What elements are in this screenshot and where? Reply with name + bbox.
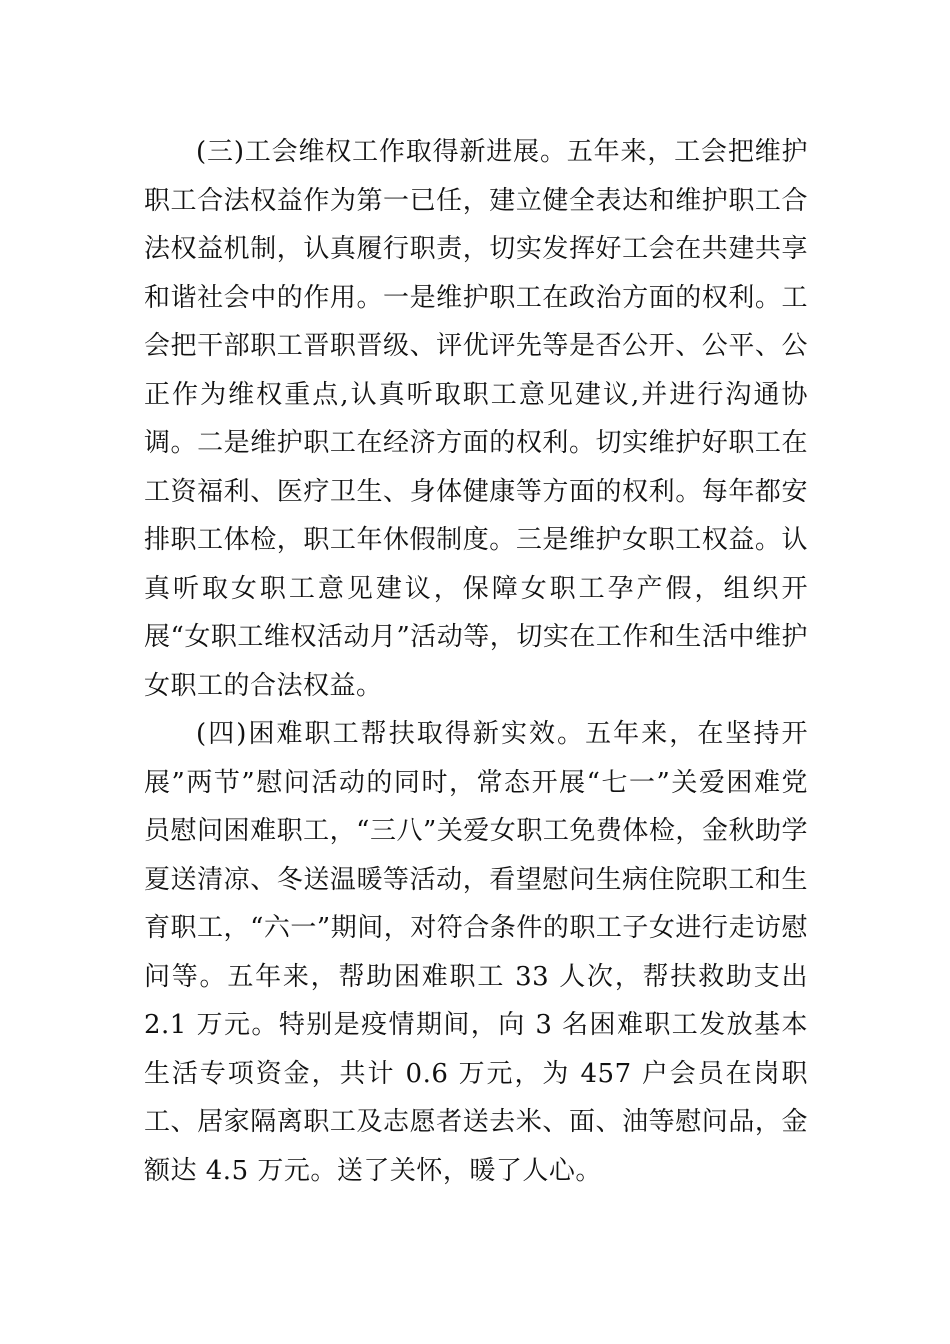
paragraph-union-rights-protection: (三)工会维权工作取得新进展。五年来，工会把维护职工合法权益作为第一已任，建立健全表达和维护职工合法权益机制，认真履行职责，切实发挥好工会在共建共享和谐社会中的作用。一是维护职工在政治方面的权利。工会把干部职工晋职晋级、评优评先等是否公开、公平、公正作为维权重点,认真听取职工意见建议,并进行沟通协调。二是维护职工在经济方面的权利。切实维护好职工在工资福利、医疗卫生、身体健康等方面的权利。每年都安排职工体检，职工年休假制度。三是维护女职工权益。认真听取女职工意见建议，保障女职工孕产假，组织开展“女职工维权活动月”活动等，切实在工作和生活中维护女职工的合法权益。 xyxy=(144,137,808,701)
document-body xyxy=(144,128,808,1195)
paragraph-assistance-for-workers-in-difficulty: (四)困难职工帮扶取得新实效。五年来，在坚持开展”两节”慰问活动的同时，常态开展“七一”关爱困难党员慰问困难职工，“三八”关爱女职工免费体检，金秋助学夏送清凉、冬送温暖等活动，看望慰问生病住院职工和生育职工，“六一”期间，对符合条件的职工子女进行走访慰问等。五年来，帮助困难职工 33 人次，帮扶救助支出 2.1 万元。特别是疫情期间，向 3 名困难职工发放基本生活专项资金，共计 0.6 万元，为 457 户会员在岗职工、居家隔离职工及志愿者送去米、面、油等慰问品，金额达 4.5 万元。送了关怀，暖了人心。 xyxy=(144,719,808,1186)
